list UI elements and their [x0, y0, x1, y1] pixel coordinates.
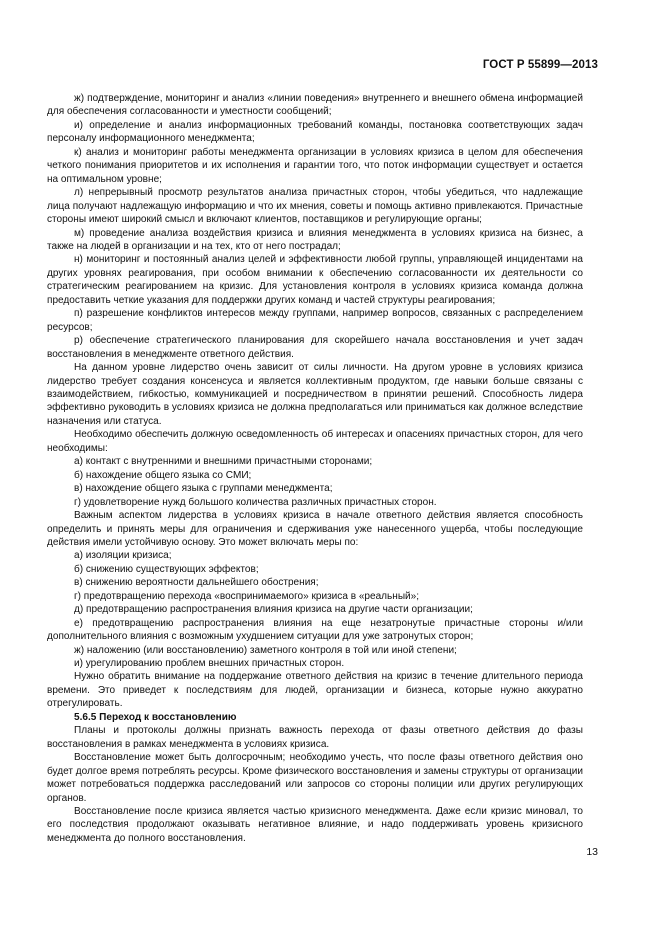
document-id-header: ГОСТ Р 55899—2013 — [482, 59, 598, 71]
paragraph: На данном уровне лидерство очень зависит от силы личности. На другом уровне в условиях кризиса лидерство требует создания консенсуса и является коллективным продуктом, где навыки больше связаны с взаимодействием, гибкостью, коммуникацией и посредничеством в принятии решений. Способность лидера эффективно руководить в условиях кризиса не должна предполагаться или приниматься как должное вследствие назначения или статуса. — [47, 362, 583, 427]
page-body — [47, 92, 583, 845]
list-item: г) предотвращению перехода «воспринимаемого» кризиса в «реальный»; — [74, 590, 420, 602]
paragraph: р) обеспечение стратегического планирования для скорейшего начала восстановления и учет задач восстановления в менеджменте ответного действия. — [47, 335, 583, 360]
list-item: г) удовлетворение нужд большого количества различных причастных сторон. — [74, 496, 437, 508]
paragraph: Планы и протоколы должны признать важность перехода от фазы ответного действия до фазы восстановления в рамках менеджмента в условиях кризиса. — [47, 725, 583, 750]
paragraph: л) непрерывный просмотр результатов анализа причастных сторон, чтобы убедиться, что надлежащие лица получают надлежащую информацию и что их мнения, советы и помощь активно привлекаются. Причастные стороны имеют широкий смысл и включают клиентов, поставщиков и регулирующие органы; — [47, 187, 583, 226]
list-item: б) снижению существующих эффектов; — [74, 563, 259, 575]
paragraph: м) проведение анализа воздействия кризиса и влияния менеджмента в условиях кризиса на бизнес, а также на людей в организации и на тех, кто от него пострадал; — [47, 227, 583, 252]
list-item: в) снижению вероятности дальнейшего обострения; — [74, 577, 319, 589]
paragraph: и) определение и анализ информационных требований команды, постановка соответствующих задач персоналу информационного менеджмента; — [47, 119, 583, 145]
list-item: а) контакт с внутренними и внешними причастными сторонами; — [74, 456, 373, 468]
paragraph: к) анализ и мониторинг работы менеджмента организации в условиях кризиса в целом для обеспечения четкого понимания приоритетов и их исполнения и гарантии того, что поток информации существует и остается на оптимальном уровне; — [47, 146, 583, 185]
paragraph: н) мониторинг и постоянный анализ целей и эффективности любой группы, управляющей инцидентами на других уровнях реагирования, при особом внимании к обеспечению согласованности их деятельности со стратегическим реагированием на кризис. Для установления контроля в условиях кризиса команда должна предоставить четкие указания для поддержки других команд и частей структуры реагирования; — [47, 254, 583, 306]
paragraph: Восстановление может быть долгосрочным; необходимо учесть, что после фазы ответного действия оно будет долгое время потреблять ресурсы. Кроме физического восстановления и замены структуры от организации может потребоваться поддержка расследований или запросов со стороны полиции или других регулирующих органов. — [47, 752, 583, 804]
paragraph: п) разрешение конфликтов интересов между группами, например вопросов, связанных с распределением ресурсов; — [47, 308, 583, 333]
paragraph: Важным аспектом лидерства в условиях кризиса в начале ответного действия является способность определить и принять меры для ограничения и сдерживания уже нанесенного ущерба, чтобы последующие действия имели устойчивую основу. Это может включать меры по: — [47, 510, 583, 548]
list-item: д) предотвращению распространения влияния кризиса на другие части организации; — [74, 604, 473, 616]
paragraph: ж) подтверждение, мониторинг и анализ «линии поведения» внутреннего и внешнего обмена информацией для обеспечения согласованности и уместности сообщений; — [47, 93, 583, 118]
list-item: и) урегулированию проблем внешних причастных сторон. — [74, 658, 345, 670]
page-number: 13 — [586, 846, 598, 858]
section-heading: 5.6.5 Переход к восстановлению — [74, 711, 237, 723]
paragraph: Нужно обратить внимание на поддержание ответного действия на кризис в течение длительного периода времени. Это приведет к последствиям для людей, организации и бизнеса, которые нужно аккуратно отрегулировать. — [47, 671, 583, 710]
list-item: а) изоляции кризиса; — [74, 550, 172, 562]
list-item: в) нахождение общего языка с группами менеджмента; — [74, 483, 333, 495]
list-item: ж) наложению (или восстановлению) заметного контроля в той или иной степени; — [74, 644, 457, 656]
paragraph: Необходимо обеспечить должную осведомленность об интересах и опасениях причастных сторон, для чего необходимы: — [47, 429, 583, 454]
list-item: е) предотвращению распространения влияния на еще незатронутые причастные стороны и/или дополнительного влияния с возможным ухудшением ситуации для уже затронутых сторон; — [47, 617, 583, 643]
list-item: б) нахождение общего языка со СМИ; — [74, 469, 252, 481]
paragraph: Восстановление после кризиса является частью кризисного менеджмента. Даже если кризис миновал, то его последствия продолжают оказывать негативное влияние, и надо поддерживать уровень кризисного менеджмента до полного восстановления. — [47, 806, 583, 844]
